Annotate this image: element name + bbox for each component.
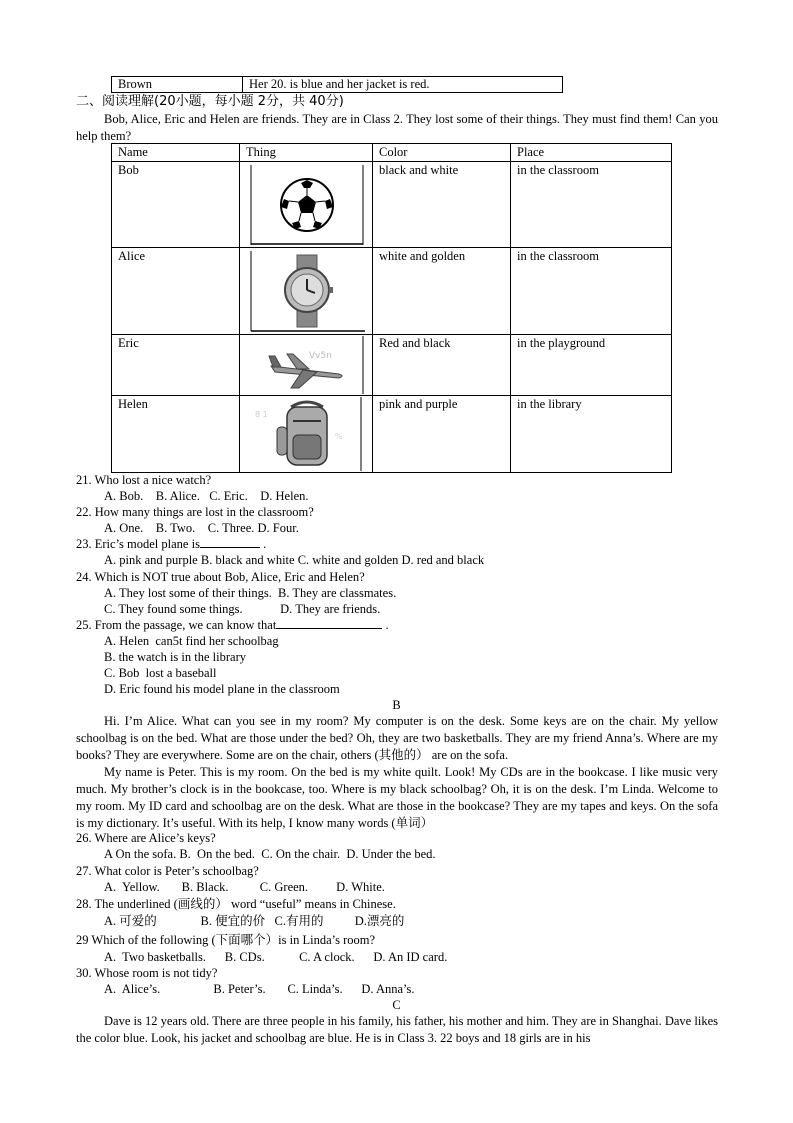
table-row (112, 248, 672, 335)
column-header: Color (373, 144, 511, 162)
question-25: 25. From the passage, we can know that . (76, 618, 389, 632)
name-cell: Bob (112, 162, 240, 248)
place-cell: in the library (511, 396, 672, 473)
name-cell: Brown (112, 77, 243, 93)
thing-cell (240, 248, 373, 335)
thing-cell (240, 162, 373, 248)
answer-blank (200, 547, 260, 548)
question-22: 22. How many things are lost in the classroom? (76, 505, 314, 519)
question-23-options: A. pink and purple B. black and white C. white and golden D. red and black (104, 553, 485, 567)
question-29: 29 Which of the following (下面哪个）is in Linda’s room? (76, 933, 376, 947)
question-24: 24. Which is NOT true about Bob, Alice, Eric and Helen? (76, 570, 365, 584)
place-cell: in the classroom (511, 162, 672, 248)
color-cell: white and golden (373, 248, 511, 335)
section-title: 二、阅读理解(20小题，每小题 2分，共 40分) (76, 94, 344, 109)
question-28-options: A. 可爱的 B. 便宜的价 C.有用的 D.漂亮的 (104, 914, 405, 928)
question-27-options: A. Yellow. B. Black. C. Green. D. White. (104, 880, 385, 894)
color-cell: black and white (373, 162, 511, 248)
question-26: 26. Where are Alice’s keys? (76, 831, 216, 845)
svg-text:Vv5n: Vv5n (309, 351, 332, 361)
question-30-options: A. Alice’s. B. Peter’s. C. Linda’s. D. Anna’s. (104, 982, 415, 996)
question-30: 30. Whose room is not tidy? (76, 966, 218, 980)
intro-paragraph: Bob, Alice, Eric and Helen are friends. They are in Class 2. They lost some of their things. They must find them! Can you help them? (76, 112, 718, 143)
place-cell: in the playground (511, 335, 672, 396)
answer-blank (276, 628, 382, 629)
question-23: 23. Eric’s model plane is . (76, 537, 267, 551)
column-header: Place (511, 144, 672, 162)
question-24-options-1: A. They lost some of their things. B. They are classmates. (104, 586, 397, 600)
column-header: Name (112, 144, 240, 162)
table-row (112, 396, 672, 473)
svg-text:8 1: 8 1 (255, 410, 268, 419)
passage-c-paragraph: Dave is 12 years old. There are three people in his family, his father, his mother and him. They are in Shanghai. Dave likes the color blue. Look, his jacket and schoolbag are blue. He is in Class 3. 22 boys and 18 girls are in his (76, 1014, 718, 1045)
table-header-row (112, 144, 672, 162)
question-25-option-c: C. Bob lost a baseball (104, 666, 217, 680)
airplane-icon (240, 335, 372, 395)
question-22-options: A. One. B. Two. C. Three. D. Four. (104, 521, 299, 535)
schoolbag-icon (240, 396, 372, 472)
name-cell: Helen (112, 396, 240, 473)
column-header: Thing (240, 144, 373, 162)
place-cell: in the classroom (511, 248, 672, 335)
thing-cell (240, 396, 373, 473)
watch-icon (240, 248, 372, 334)
part-b-heading: B (392, 698, 401, 712)
question-26-options: A On the sofa. B. On the bed. C. On the chair. D. Under the bed. (104, 847, 436, 861)
table-row (112, 162, 672, 248)
question-23-stem: 23. Eric’s model plane is (76, 537, 200, 551)
text-cell: Her 20. is blue and her jacket is red. (243, 77, 563, 93)
soccer-ball-icon (240, 162, 372, 247)
question-21: 21. Who lost a nice watch? (76, 473, 212, 487)
question-21-options: A. Bob. B. Alice. C. Eric. D. Helen. (104, 489, 309, 503)
question-27: 27. What color is Peter’s schoolbag? (76, 864, 259, 878)
name-cell: Eric (112, 335, 240, 396)
table-row (112, 77, 563, 93)
passage-b-paragraph-1: Hi. I’m Alice. What can you see in my room? My computer is on the desk. Some keys are on the chair. My yellow schoolbag is on the bed. What are those under the bed? Oh, they are two basketballs. They are my friend Anna’s. Where are my books? They are everywhere. Some are on the chair, others (其他的） are on the sofa. (76, 714, 718, 762)
thing-cell (240, 335, 373, 396)
question-25-option-b: B. the watch is in the library (104, 650, 246, 664)
name-cell: Alice (112, 248, 240, 335)
svg-text:%: % (335, 432, 343, 441)
table-row (112, 335, 672, 396)
question-29-options: A. Two basketballs. B. CDs. C. A clock. D. An ID card. (104, 950, 448, 964)
question-28: 28. The underlined (画线的） word “useful” means in Chinese. (76, 897, 396, 911)
question-24-options-2: C. They found some things. D. They are friends. (104, 602, 381, 616)
passage-b-paragraph-2: My name is Peter. This is my room. On the bed is my white quilt. Look! My CDs are in the bookcase. I like music very much. My brother’s clock is in the bookcase, too. Where is my black schoolbag? Oh, it is on the desk. I’m Linda. Welcome to my room. My ID card and schoolbag are on the desk. What are those in the bookcase? They are my tapes and keys. On the sofa is my dictionary. It’s useful. With its help, I know many words (单词） (76, 765, 718, 830)
lost-things-table (111, 143, 672, 473)
part-c-heading: C (392, 998, 401, 1012)
question-25-option-a: A. Helen can5t find her schoolbag (104, 634, 279, 648)
question-25-stem: 25. From the passage, we can know that (76, 618, 277, 632)
color-cell: pink and purple (373, 396, 511, 473)
top-table (111, 76, 563, 93)
question-25-option-d: D. Eric found his model plane in the classroom (104, 682, 340, 696)
color-cell: Red and black (373, 335, 511, 396)
